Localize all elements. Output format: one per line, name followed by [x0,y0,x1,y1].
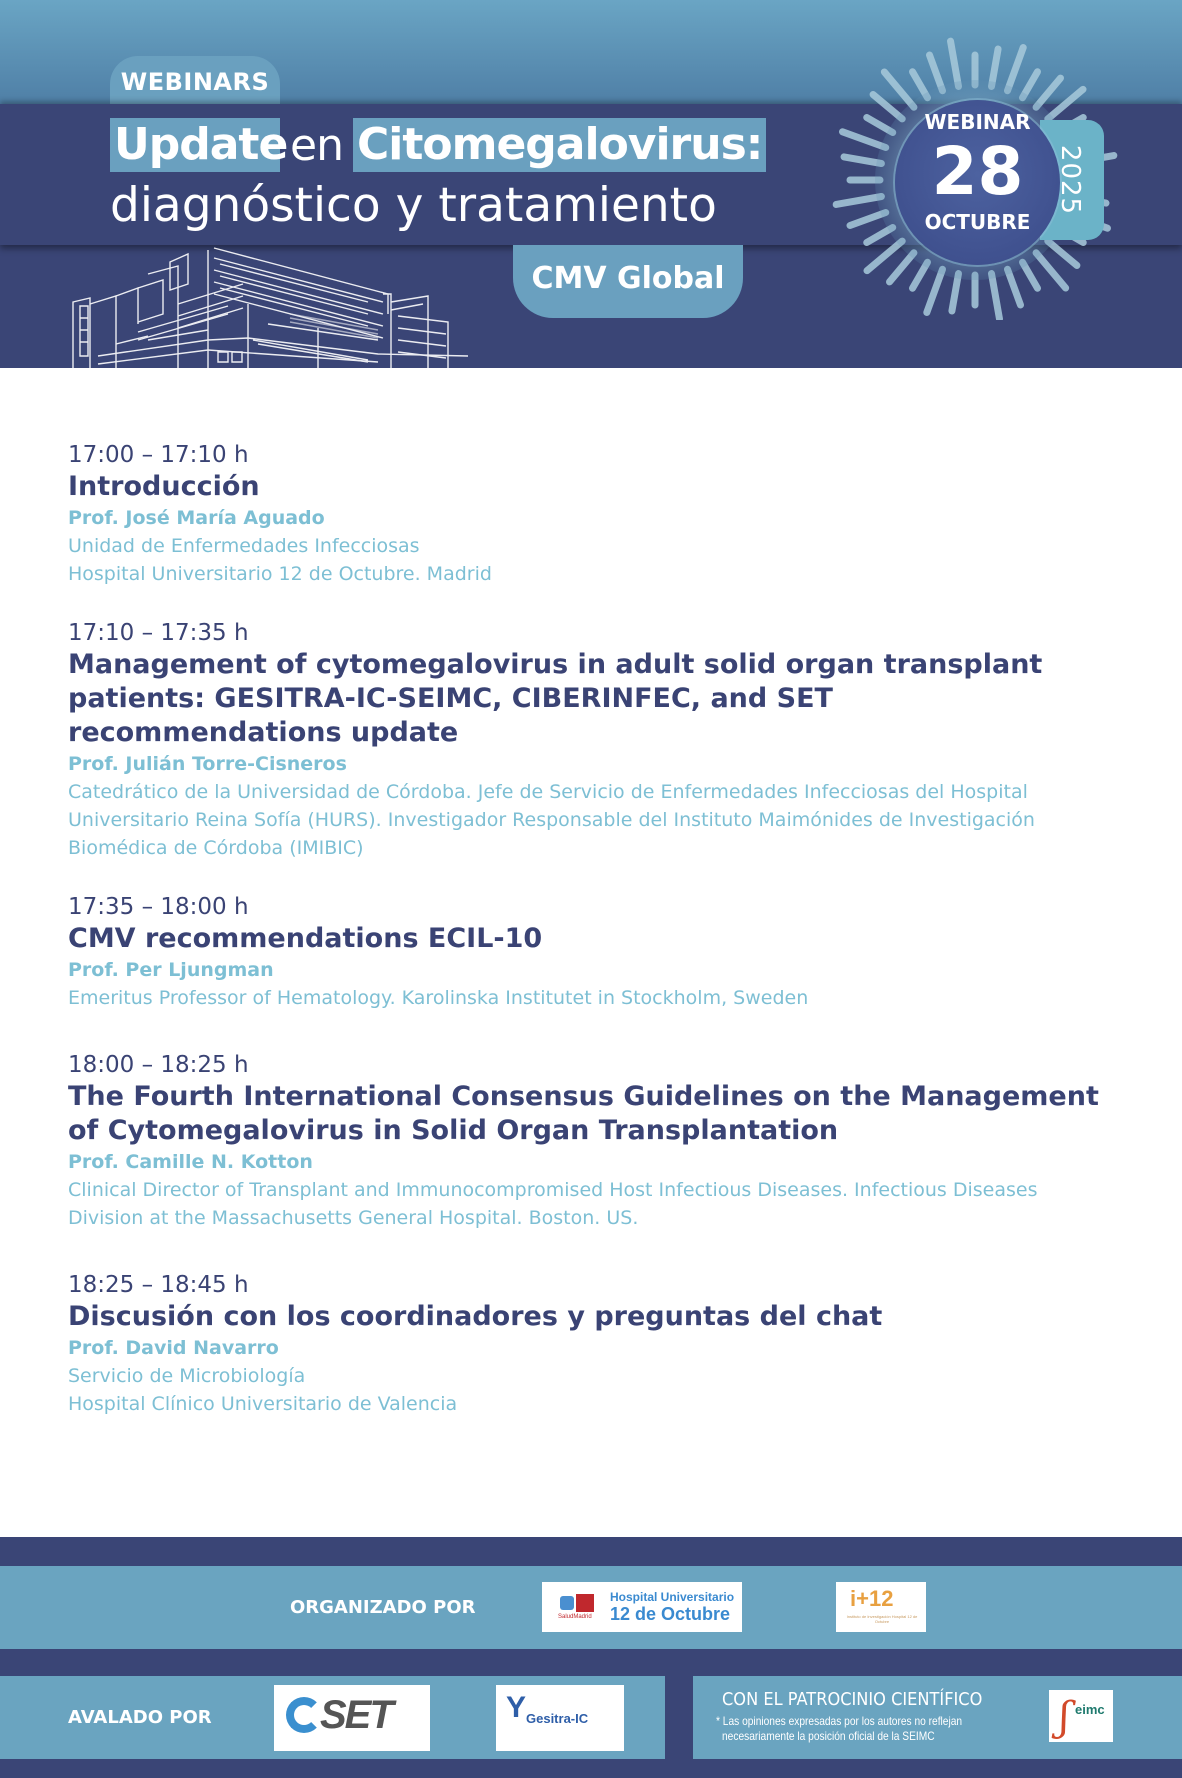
session-time: 17:10 – 17:35 h [68,620,249,646]
virus-spike [1007,269,1020,305]
virus-spike [884,72,914,107]
session-time: 17:35 – 18:00 h [68,894,249,920]
virus-spike [930,55,943,91]
virus-spike [836,196,881,204]
date-badge-day: 28 [931,133,1024,210]
header-banner [0,0,1182,368]
virus-spike [867,241,902,271]
set-logo [274,1685,430,1751]
imas12-logo [836,1582,926,1632]
session-title: Management of cytomegalovirus in adult solid organ transplant patients: GESITRA-IC-SEIMC, CIBERINFEC, and SET recommendations update [68,649,1043,748]
virus-spike [1036,253,1066,288]
date-badge-year: 2025 [1055,144,1085,216]
virus-spike [890,253,914,282]
session-title: Discusión con los coordinadores y preguntas del chat [68,1301,883,1332]
virus-spike [1007,48,1023,91]
session-speaker: Prof. Julián Torre-Cisneros [68,753,347,775]
speaker-affiliation: Clinical Director of Transplant and Immunocompromised Host Infectious Diseases. Infectious Diseases Division at the Massachusetts General Hospital. Boston. US. [68,1179,1038,1229]
speaker-affiliation: Catedrático de la Universidad de Córdoba. Jefe de Servicio de Enfermedades Infecciosas del Hospital Universitario Reina Sofía (HURS). Investigador Responsable del Instituto Maimónides de Investigación Biomédica de Córdoba (IMIBIC) [68,781,1035,859]
virus-spike [991,49,998,86]
title-connector: en [290,119,343,171]
agenda-session [68,1270,1128,1418]
virus-spike [1048,241,1077,265]
session-speaker: Prof. José María Aguado [68,507,325,529]
hospital-logo-line-1: Hospital Universitario [610,1590,735,1604]
hospital-12-octubre-logo [542,1582,742,1632]
set-logo-text: SET [320,1693,392,1737]
gesitra-ic-logo [496,1685,624,1751]
agenda-session [68,892,1128,1012]
sponsor-label: CON EL PATROCINIO CIENTÍFICO [722,1689,983,1710]
gesitra-logo-text: Gesitra-IC [526,1711,589,1726]
disclaimer-line-1: * Las opiniones expresadas por los autores no reflejan [716,1714,963,1728]
seimc-logo-text: eimc [1075,1702,1105,1717]
footer [0,1537,1182,1778]
session-time: 17:00 – 17:10 h [68,442,249,468]
title-line-2: diagnóstico y tratamiento [110,178,717,233]
seimc-logo [1049,1690,1113,1742]
virus-spike [991,274,999,319]
session-time: 18:00 – 18:25 h [68,1052,249,1078]
virus-spike [952,274,959,311]
hospital-building-illustration [68,244,468,368]
virus-spike [844,157,881,164]
set-swirl-icon [286,1697,322,1733]
speaker-affiliation: Hospital Clínico Universitario de Valencia [68,1393,458,1415]
imas12-subtitle: Instituto de Investigación Hospital 12 de Octubre [846,1614,918,1624]
agenda [68,440,1128,1418]
title-line-1 [110,118,766,172]
session-speaker: Prof. Camille N. Kotton [68,1151,313,1173]
series-badge: CMV Global [513,245,743,318]
session-time: 18:25 – 18:45 h [68,1272,249,1298]
session-speaker: Prof. David Navarro [68,1337,279,1359]
endorsed-by-label: AVALADO POR [68,1707,212,1728]
virus-spike [927,269,943,312]
virus-spike [843,132,886,148]
seimc-s-icon: ʃ [1059,1694,1070,1740]
agenda-session [68,440,1128,588]
disclaimer-line-2: necesariamente la posición oficial de la SEIMC [722,1729,935,1743]
agenda-session [68,618,1128,862]
title-highlight-cmv: Citomegalovirus: [353,118,766,172]
salud-madrid-icon [560,1596,574,1610]
salud-madrid-text: SaludMadrid [558,1614,592,1620]
gesitra-antibody-icon: Y [506,1691,527,1724]
webinars-tag: WEBINARS [120,68,270,96]
session-title: Introducción [68,471,260,502]
session-title: CMV recommendations ECIL-10 [68,923,543,954]
session-title: The Fourth International Consensus Guidelines on the Management of Cytomegalovirus in Solid Organ Transplantation [68,1081,1099,1146]
date-badge-label: WEBINAR [924,110,1031,134]
imas12-text: i+12 [850,1586,894,1611]
session-speaker: Prof. Per Ljungman [68,959,274,981]
date-badge-month: OCTUBRE [924,210,1031,234]
agenda-session [68,1050,1128,1232]
speaker-affiliation: Servicio de Microbiología [68,1365,306,1387]
hospital-logo-line-2: 12 de Octubre [610,1604,731,1624]
speaker-affiliation: Hospital Universitario 12 de Octubre. Madrid [68,563,492,585]
virus-spike [850,212,886,225]
speaker-affiliation: Unidad de Enfermedades Infecciosas [68,535,420,557]
madrid-flag-icon [576,1594,594,1612]
virus-spike [951,41,959,86]
virus-spike [1036,78,1060,107]
title-highlight-update: Update [114,119,288,170]
speaker-affiliation: Emeritus Professor of Hematology. Karolinska Institutet in Stockholm, Sweden [68,987,809,1009]
organized-by-label: ORGANIZADO POR [290,1597,476,1618]
